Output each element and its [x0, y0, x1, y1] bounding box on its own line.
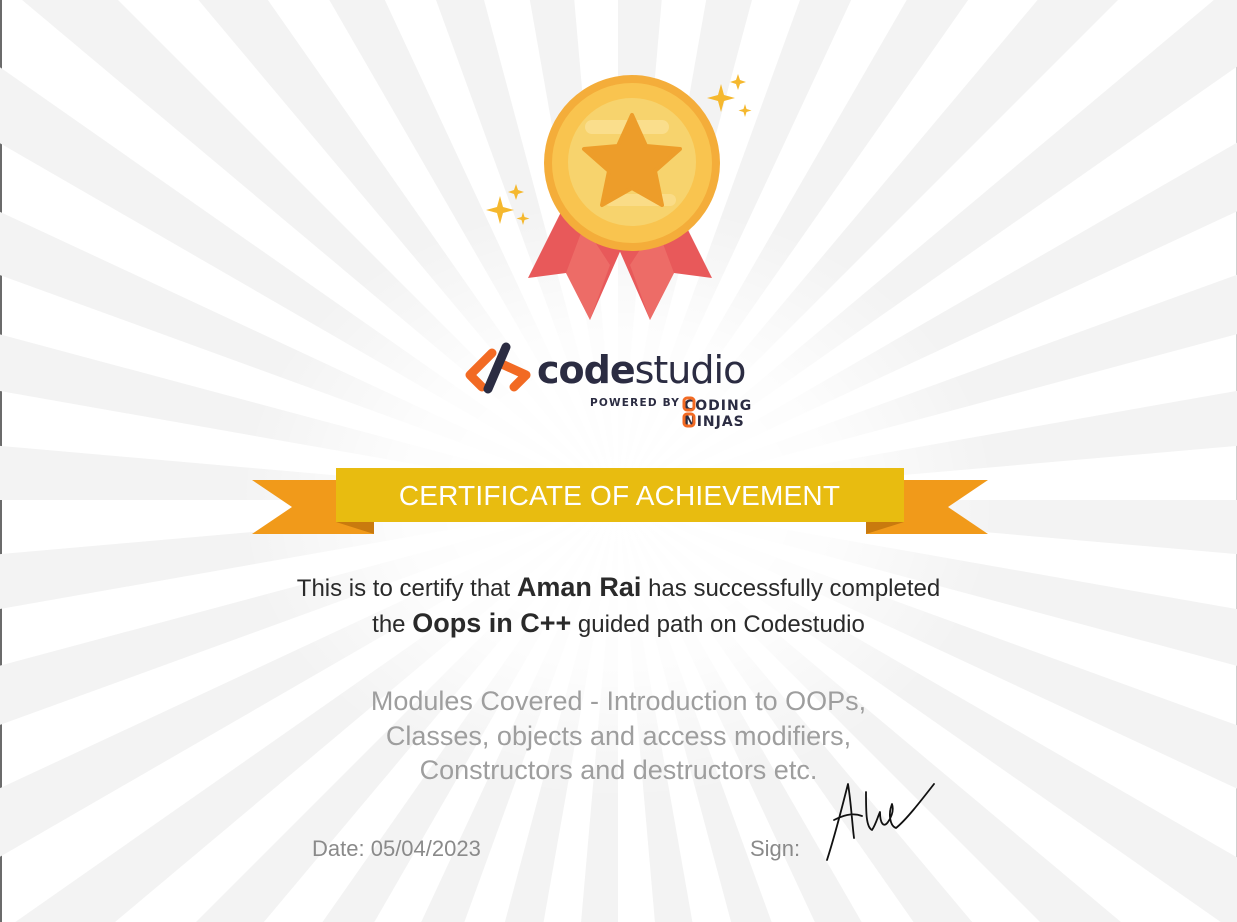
path-line: [0, 608, 1237, 639]
certificate-title: CERTIFICATE OF ACHIEVEMENT: [398, 480, 841, 511]
sign-label: Sign:: [750, 836, 801, 861]
codestudio-logo: [462, 337, 792, 437]
gold-medal-icon: [480, 60, 760, 330]
coding-ninjas-logo: [682, 393, 782, 429]
completion-text: has successfully completed: [648, 575, 941, 602]
certify-prefix: This is to certify that: [296, 575, 511, 602]
brand-name-light: studio: [634, 348, 746, 392]
date-value: 05/04/2023: [370, 836, 481, 861]
path-name: Oops in C++: [412, 608, 572, 638]
brand-name-bold: code: [537, 348, 635, 392]
date-label: Date:: [312, 836, 365, 861]
brand-name: [537, 347, 745, 393]
path-suffix: guided path on Codestudio: [577, 611, 865, 638]
powered-by-label: POWERED BY: [590, 397, 681, 409]
modules-covered: [0, 684, 1237, 788]
modules-line: Constructors and destructors etc.: [419, 755, 818, 785]
handwritten-signature: [822, 772, 942, 864]
svg-text:CODING: CODING: [684, 398, 753, 414]
modules-line: Modules Covered - Introduction to OOPs,: [370, 686, 867, 716]
codestudio-brackets-icon: [462, 339, 532, 399]
modules-line: Classes, objects and access modifiers,: [385, 720, 852, 751]
recipient-name: Aman Rai: [516, 572, 642, 602]
date-field: [312, 836, 481, 862]
certify-line: [0, 572, 1237, 603]
svg-text:NINJAS: NINJAS: [684, 414, 745, 429]
path-prefix: the: [372, 611, 406, 638]
